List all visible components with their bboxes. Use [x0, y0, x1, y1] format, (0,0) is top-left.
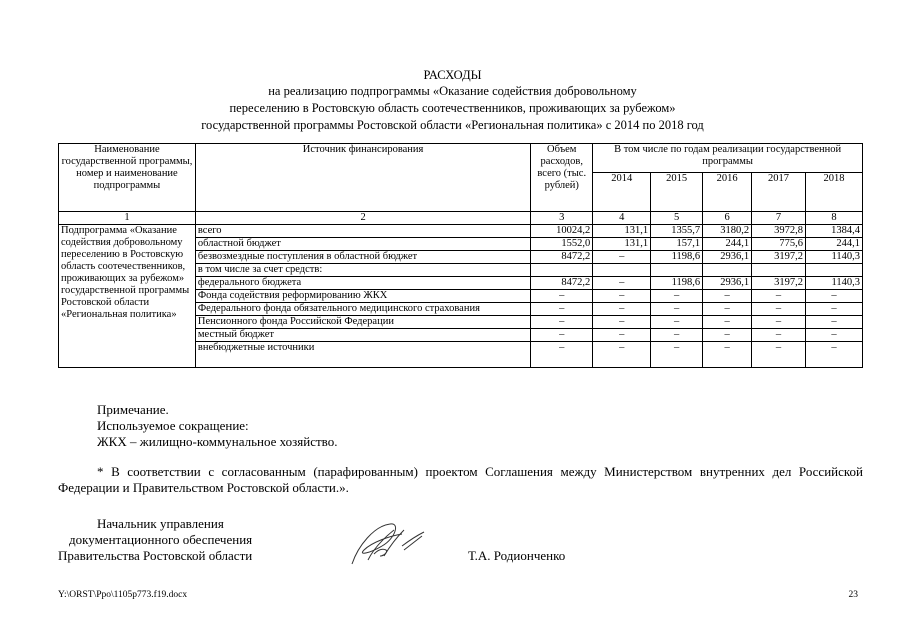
- page-number: 23: [848, 590, 858, 600]
- title-line-1: РАСХОДЫ: [423, 68, 482, 82]
- year-value-cell: –: [703, 290, 752, 303]
- year-value-cell: 1140,3: [806, 277, 863, 290]
- signer-position-line-2: документационного обеспечения: [69, 532, 253, 547]
- header-year: 2015: [651, 173, 703, 212]
- header-volume: Объем расходов, всего (тыс. рублей): [531, 144, 593, 212]
- signer-position-line-3: Правительства Ростовской области: [58, 548, 253, 563]
- column-number: 3: [531, 212, 593, 225]
- year-value-cell: 1198,6: [651, 251, 703, 264]
- source-cell: местный бюджет: [195, 329, 530, 342]
- year-value-cell: [806, 264, 863, 277]
- source-cell: безвозмездные поступления в областной бюджет: [195, 251, 530, 264]
- header-name: Наименование государственной программы, номер и наименование подпрограммы: [59, 144, 196, 212]
- year-value-cell: –: [593, 303, 651, 316]
- column-number: 4: [593, 212, 651, 225]
- total-cell: –: [531, 316, 593, 329]
- year-value-cell: 1198,6: [651, 277, 703, 290]
- expenses-table: [58, 143, 863, 368]
- file-path: Y:\ORST\Ppo\1105p773.f19.docx: [58, 590, 188, 600]
- column-number: 6: [703, 212, 752, 225]
- year-value-cell: –: [806, 316, 863, 329]
- year-value-cell: [651, 264, 703, 277]
- year-value-cell: –: [752, 316, 806, 329]
- total-cell: 8472,2: [531, 277, 593, 290]
- column-number: 5: [651, 212, 703, 225]
- year-value-cell: 1140,3: [806, 251, 863, 264]
- abbreviation-label: Используемое сокращение:: [97, 418, 249, 433]
- program-name-cell: Подпрограмма «Оказание содействия добровольному переселению в Ростовскую область соотечественников, проживающих за рубежом» государственной программы Ростовской области «Региональная политика»: [59, 225, 196, 368]
- year-value-cell: –: [806, 303, 863, 316]
- year-value-cell: –: [593, 316, 651, 329]
- year-value-cell: [703, 264, 752, 277]
- header-year: 2017: [752, 173, 806, 212]
- year-value-cell: [593, 264, 651, 277]
- footnote: * В соответствии с согласованным (парафированным) проектом Соглашения между Министерством внутренних дел Российской Федерации и Правительством Ростовской области.».: [58, 464, 863, 495]
- year-value-cell: 1384,4: [806, 225, 863, 238]
- title-line-2: на реализацию подпрограммы «Оказание содействия добровольному: [268, 84, 637, 98]
- total-cell: 1552,0: [531, 238, 593, 251]
- column-number: 2: [195, 212, 530, 225]
- title-line-3: переселению в Ростовскую область соотечественников, проживающих за рубежом»: [229, 101, 676, 115]
- year-value-cell: –: [752, 329, 806, 342]
- header-year: 2014: [593, 173, 651, 212]
- year-value-cell: 131,1: [593, 225, 651, 238]
- year-value-cell: –: [752, 290, 806, 303]
- year-value-cell: 244,1: [806, 238, 863, 251]
- year-value-cell: 2936,1: [703, 277, 752, 290]
- header-year: 2018: [806, 173, 863, 212]
- source-cell: федерального бюджета: [195, 277, 530, 290]
- year-value-cell: –: [752, 342, 806, 368]
- source-cell: всего: [195, 225, 530, 238]
- year-value-cell: –: [651, 303, 703, 316]
- year-value-cell: –: [752, 303, 806, 316]
- year-value-cell: 131,1: [593, 238, 651, 251]
- year-value-cell: 3197,2: [752, 251, 806, 264]
- year-value-cell: 3197,2: [752, 277, 806, 290]
- note-label: Примечание.: [97, 402, 169, 417]
- year-value-cell: –: [651, 316, 703, 329]
- source-cell: Фонда содействия реформированию ЖКХ: [195, 290, 530, 303]
- source-cell: областной бюджет: [195, 238, 530, 251]
- year-value-cell: –: [703, 303, 752, 316]
- column-number: 7: [752, 212, 806, 225]
- year-value-cell: –: [703, 316, 752, 329]
- total-cell: 10024,2: [531, 225, 593, 238]
- header-years-group: В том числе по годам реализации государственной программы: [593, 144, 863, 173]
- source-cell: Пенсионного фонда Российской Федерации: [195, 316, 530, 329]
- column-number: 8: [806, 212, 863, 225]
- year-value-cell: –: [593, 290, 651, 303]
- year-value-cell: 3972,8: [752, 225, 806, 238]
- year-value-cell: –: [806, 290, 863, 303]
- title-line-4: государственной программы Ростовской области «Региональная политика» с 2014 по 2018 год: [201, 118, 704, 132]
- year-value-cell: –: [651, 329, 703, 342]
- total-cell: –: [531, 290, 593, 303]
- year-value-cell: –: [593, 277, 651, 290]
- total-cell: –: [531, 329, 593, 342]
- year-value-cell: 157,1: [651, 238, 703, 251]
- year-value-cell: –: [806, 329, 863, 342]
- year-value-cell: –: [651, 290, 703, 303]
- year-value-cell: [752, 264, 806, 277]
- header-year: 2016: [703, 173, 752, 212]
- total-cell: 8472,2: [531, 251, 593, 264]
- year-value-cell: –: [651, 342, 703, 368]
- year-value-cell: –: [593, 342, 651, 368]
- year-value-cell: 1355,7: [651, 225, 703, 238]
- table-row: [59, 225, 863, 238]
- source-cell: Федерального фонда обязательного медицинского страхования: [195, 303, 530, 316]
- year-value-cell: –: [703, 342, 752, 368]
- year-value-cell: 2936,1: [703, 251, 752, 264]
- source-cell: в том числе за счет средств:: [195, 264, 530, 277]
- year-value-cell: –: [703, 329, 752, 342]
- total-cell: –: [531, 342, 593, 368]
- year-value-cell: –: [806, 342, 863, 368]
- abbreviation-definition: ЖКХ – жилищно-коммунальное хозяйство.: [97, 434, 338, 449]
- year-value-cell: –: [593, 329, 651, 342]
- source-cell: внебюджетные источники: [195, 342, 530, 368]
- year-value-cell: 775,6: [752, 238, 806, 251]
- signer-position-line-1: Начальник управления: [97, 516, 224, 531]
- header-source: Источник финансирования: [195, 144, 530, 212]
- total-cell: –: [531, 303, 593, 316]
- year-value-cell: –: [593, 251, 651, 264]
- total-cell: [531, 264, 593, 277]
- column-number: 1: [59, 212, 196, 225]
- year-value-cell: 244,1: [703, 238, 752, 251]
- year-value-cell: 3180,2: [703, 225, 752, 238]
- handwritten-signature: [344, 516, 434, 571]
- signer-name: Т.А. Родионченко: [468, 548, 566, 563]
